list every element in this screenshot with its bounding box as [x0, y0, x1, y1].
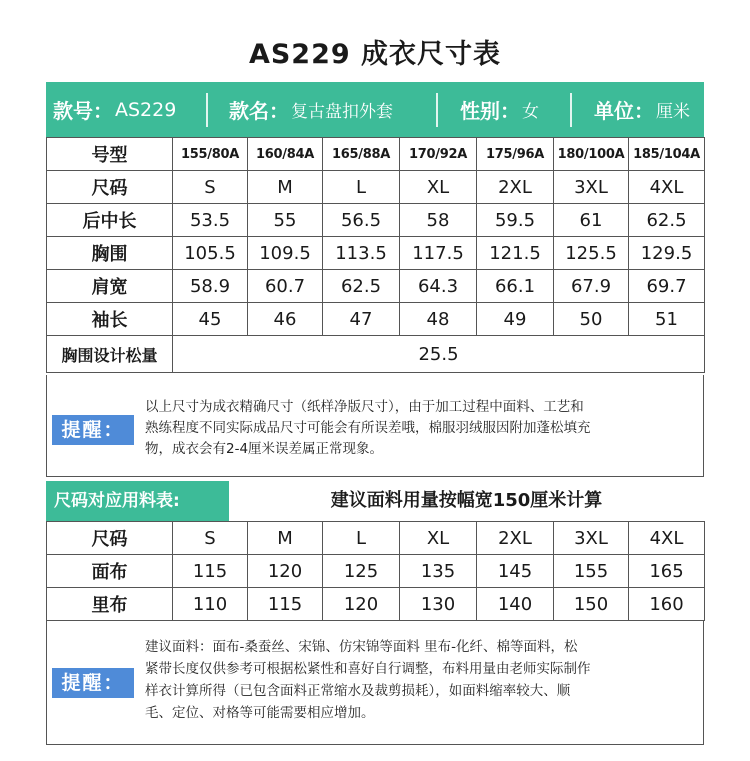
- reminder-badge: 提醒：: [52, 668, 134, 698]
- table-cell: 140: [477, 588, 554, 621]
- table-cell: L: [323, 522, 400, 555]
- table-cell: 4XL: [629, 522, 705, 555]
- row-header: 后中长: [47, 204, 173, 237]
- table-cell: 109.5: [248, 237, 323, 270]
- table-cell: 160/84A: [248, 138, 323, 171]
- table-cell: 50: [554, 303, 629, 336]
- table-cell: 56.5: [323, 204, 400, 237]
- table-cell: S: [173, 171, 248, 204]
- table-cell: L: [323, 171, 400, 204]
- table-cell: 58: [400, 204, 477, 237]
- table-cell: 129.5: [629, 237, 705, 270]
- table-cell: 55: [248, 204, 323, 237]
- info-header-bar: [46, 82, 704, 137]
- table-cell: 115: [248, 588, 323, 621]
- reminder-box-2: [46, 621, 704, 745]
- table-cell: 46: [248, 303, 323, 336]
- ease-row: [47, 336, 705, 373]
- table-cell: 105.5: [173, 237, 248, 270]
- style-number: [46, 82, 206, 137]
- table-row: [47, 522, 705, 555]
- table-cell: 69.7: [629, 270, 705, 303]
- table-row: [47, 270, 705, 303]
- row-header: 尺码: [47, 522, 173, 555]
- gender-value: 女: [522, 102, 539, 122]
- table-cell: 125.5: [554, 237, 629, 270]
- reminder-text-line: 物，成衣会有2-4厘米误差属正常现象。: [145, 441, 384, 457]
- table-cell: 3XL: [554, 171, 629, 204]
- table-cell: 4XL: [629, 171, 705, 204]
- table-cell: 160: [629, 588, 705, 621]
- style-number-label: 款号：: [53, 99, 113, 123]
- style-number-value: AS229: [115, 98, 177, 121]
- row-header: 胸围: [47, 237, 173, 270]
- ease-value: 25.5: [173, 336, 705, 373]
- table-cell: 145: [477, 555, 554, 588]
- table-cell: 125: [323, 555, 400, 588]
- unit-value: 厘米: [656, 102, 690, 122]
- table-cell: 2XL: [477, 522, 554, 555]
- reminder-text-line: 建议面料：面布-桑蚕丝、宋锦、仿宋锦等面料 里布-化纤、棉等面料，松: [145, 639, 578, 655]
- table-row: [47, 171, 705, 204]
- reminder-text-line: 熟练程度不同实际成品尺寸可能会有所误差哦，棉服羽绒服因附加蓬松填充: [145, 420, 591, 436]
- table-cell: XL: [400, 171, 477, 204]
- reminder-text-line: 样衣计算所得（已包含面料正常缩水及裁剪损耗），如面料缩率较大、顺: [145, 683, 571, 699]
- table-cell: 61: [554, 204, 629, 237]
- row-header: 号型: [47, 138, 173, 171]
- table-cell: 115: [173, 555, 248, 588]
- table-cell: 62.5: [629, 204, 705, 237]
- unit-label: 单位：: [594, 99, 654, 123]
- table-cell: S: [173, 522, 248, 555]
- table-cell: 155: [554, 555, 629, 588]
- table-cell: 45: [173, 303, 248, 336]
- fabric-usage-table: [46, 521, 705, 621]
- reminder-text-line: 以上尺寸为成衣精确尺寸（纸样净版尺寸），由于加工过程中面料、工艺和: [145, 399, 584, 415]
- ease-label: 胸围设计松量: [47, 336, 173, 373]
- table-cell: 2XL: [477, 171, 554, 204]
- table-cell: 120: [248, 555, 323, 588]
- table-cell: 185/104A: [629, 138, 705, 171]
- table-cell: M: [248, 522, 323, 555]
- table-cell: 53.5: [173, 204, 248, 237]
- unit: [572, 82, 702, 137]
- table-row: [47, 588, 705, 621]
- gender: [438, 82, 570, 137]
- table-cell: 165: [629, 555, 705, 588]
- style-name-label: 款名：: [229, 99, 289, 123]
- table-cell: 155/80A: [173, 138, 248, 171]
- table-cell: 117.5: [400, 237, 477, 270]
- reminder-text-line: 紧带长度仅供参考可根据松紧性和喜好自行调整，布料用量由老师实际制作: [145, 661, 591, 677]
- table-cell: 60.7: [248, 270, 323, 303]
- reminder-text-line: 毛、定位、对格等可能需要相应增加。: [145, 705, 375, 721]
- table-cell: 113.5: [323, 237, 400, 270]
- table-cell: 67.9: [554, 270, 629, 303]
- table-cell: 170/92A: [400, 138, 477, 171]
- table-cell: XL: [400, 522, 477, 555]
- table-row: [47, 138, 705, 171]
- row-header: 袖长: [47, 303, 173, 336]
- gender-label: 性别：: [460, 99, 520, 123]
- table-cell: 58.9: [173, 270, 248, 303]
- table-row: [47, 555, 705, 588]
- size-chart-table: [46, 137, 705, 373]
- fabric-section-label: 尺码对应用料表:: [46, 481, 229, 521]
- style-name: [208, 82, 436, 137]
- table-cell: 48: [400, 303, 477, 336]
- table-cell: 66.1: [477, 270, 554, 303]
- table-cell: 130: [400, 588, 477, 621]
- table-cell: 51: [629, 303, 705, 336]
- table-row: [47, 237, 705, 270]
- table-cell: 175/96A: [477, 138, 554, 171]
- reminder-box-1: [46, 375, 704, 477]
- style-name-value: 复古盘扣外套: [291, 102, 393, 122]
- row-header: 肩宽: [47, 270, 173, 303]
- row-header: 尺码: [47, 171, 173, 204]
- table-cell: 49: [477, 303, 554, 336]
- table-cell: 3XL: [554, 522, 629, 555]
- table-cell: M: [248, 171, 323, 204]
- table-cell: 59.5: [477, 204, 554, 237]
- table-cell: 120: [323, 588, 400, 621]
- fabric-section-header: [46, 481, 704, 521]
- table-cell: 64.3: [400, 270, 477, 303]
- table-cell: 135: [400, 555, 477, 588]
- row-header: 里布: [47, 588, 173, 621]
- table-cell: 110: [173, 588, 248, 621]
- table-cell: 121.5: [477, 237, 554, 270]
- table-row: [47, 204, 705, 237]
- table-row: [47, 303, 705, 336]
- reminder-badge: 提醒：: [52, 415, 134, 445]
- table-cell: 62.5: [323, 270, 400, 303]
- table-cell: 180/100A: [554, 138, 629, 171]
- table-cell: 150: [554, 588, 629, 621]
- row-header: 面布: [47, 555, 173, 588]
- table-cell: 47: [323, 303, 400, 336]
- fabric-section-title: 建议面料用量按幅宽150厘米计算: [330, 490, 603, 511]
- page-title: AS229 成衣尺寸表: [248, 39, 502, 70]
- table-cell: 165/88A: [323, 138, 400, 171]
